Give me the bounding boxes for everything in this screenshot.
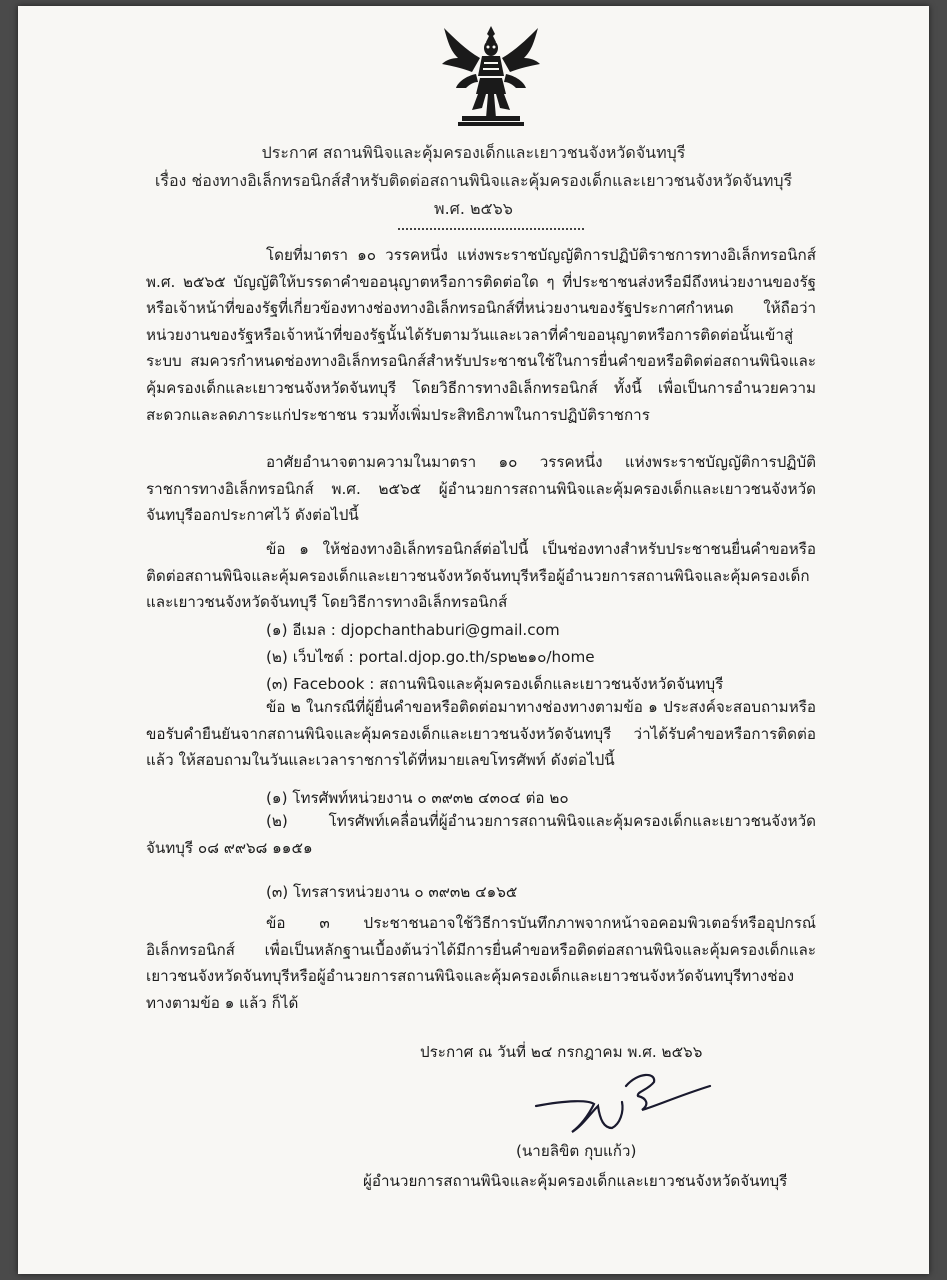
document-page [18,6,929,1274]
announcement-year: พ.ศ. ๒๕๖๖ [434,199,513,218]
announcement-date: ประกาศ ณ วันที่ ๒๔ กรกฎาคม พ.ศ. ๒๕๖๖ [420,1043,703,1061]
channel-email: (๑) อีเมล : djopchanthaburi@gmail.com [266,621,560,639]
signatory-position: ผู้อำนวยการสถานพินิจและคุ้มครองเด็กและเยาวชนจังหวัดจันทบุรี [363,1172,788,1190]
clause-1-paragraph: ข้อ ๑ ให้ช่องทางอิเล็กทรอนิกส์ต่อไปนี้ เป็นช่องทางสำหรับประชาชนยื่นคำขอหรือติดต่อสถานพินิจและคุ้มครองเด็กและเยาวชนจังหวัดจันทบุรีหรือผู้อำนวยการสถานพินิจและคุ้มครองเด็กและเยาวชนจังหวัดจันทบุรี โดยวิธีการทางอิเล็กทรอนิกส์ [146,540,816,612]
preamble-paragraph: โดยที่มาตรา ๑๐ วรรคหนึ่ง แห่งพระราชบัญญัติการปฏิบัติราชการทางอิเล็กทรอนิกส์ พ.ศ. ๒๕๖๕ บัญญัติให้บรรดาคำขออนุญาตหรือการติดต่อใด ๆ ที่ประชาชนส่งหรือมีถึงหน่วยงานของรัฐหรือเจ้าหน้าที่ของรัฐที่เกี่ยวข้องทางช่องทางอิเล็กทรอนิกส์ที่หน่วยงานของรัฐประกาศกำหนด ให้ถือว่าหน่วยงานของรัฐหรือเจ้าหน้าที่ของรัฐนั้นได้รับตามวันและเวลาที่คำขออนุญาตหรือการติดต่อนั้นเข้าสู่ระบบ สมควรกำหนดช่องทางอิเล็กทรอนิกส์สำหรับประชาชนใช้ในการยื่นคำขอหรือติดต่อสถานพินิจและคุ้มครองเด็กและเยาวชนจังหวัดจันทบุรี โดยวิธีการทางอิเล็กทรอนิกส์ ทั้งนี้ เพื่อเป็นการอำนวยความสะดวกและลดภาระแก่ประชาชน รวมทั้งเพิ่มประสิทธิภาพในการปฏิบัติราชการ [146,246,816,424]
dotted-separator [398,228,584,230]
authority-paragraph: อาศัยอำนาจตามความในมาตรา ๑๐ วรรคหนึ่ง แห่งพระราชบัญญัติการปฏิบัติราชการทางอิเล็กทรอนิกส์ พ.ศ. ๒๕๖๕ ผู้อำนวยการสถานพินิจและคุ้มครองเด็กและเยาวชนจังหวัดจันทบุรีออกประกาศไว้ ดังต่อไปนี้ [146,453,816,525]
phone-mobile: (๒) โทรศัพท์เคลื่อนที่ผู้อำนวยการสถานพินิจและคุ้มครองเด็กและเยาวชนจังหวัดจันทบุรี ๐๘ ๙๙๖๘ ๑๑๕๑ [146,812,816,857]
phone-office: (๑) โทรศัพท์หน่วยงาน ๐ ๓๙๓๒ ๔๓๐๔ ต่อ ๒๐ [266,789,569,807]
announcement-subject: เรื่อง ช่องทางอิเล็กทรอนิกส์สำหรับติดต่อสถานพินิจและคุ้มครองเด็กและเยาวชนจังหวัดจันทบุรี [154,171,793,190]
fax-office: (๓) โทรสารหน่วยงาน ๐ ๓๙๓๒ ๔๑๖๕ [266,883,518,901]
announcement-title: ประกาศ สถานพินิจและคุ้มครองเด็กและเยาวชนจังหวัดจันทบุรี [261,143,686,162]
channel-website: (๒) เว็บไซต์ : portal.djop.go.th/sp๒๒๑๐/home [266,648,595,666]
clause-3-paragraph: ข้อ ๓ ประชาชนอาจใช้วิธีการบันทึกภาพจากหน้าจอคอมพิวเตอร์หรืออุปกรณ์อิเล็กทรอนิกส์ เพื่อเป็นหลักฐานเบื้องต้นว่าได้มีการยื่นคำขอหรือติดต่อสถานพินิจและคุ้มครองเด็กและเยาวชนจังหวัดจันทบุรีหรือผู้อำนวยการสถานพินิจและคุ้มครองเด็กและเยาวชนจังหวัดจันทบุรีทางช่องทางตามข้อ ๑ แล้ว ก็ได้ [146,914,816,1012]
garuda-emblem-icon [436,24,546,130]
clause-2-paragraph: ข้อ ๒ ในกรณีที่ผู้ยื่นคำขอหรือติดต่อมาทางช่องทางตามข้อ ๑ ประสงค์จะสอบถามหรือขอรับคำยืนยันจากสถานพินิจและคุ้มครองเด็กและเยาวชนจังหวัดจันทบุรี ว่าได้รับคำขอหรือการติดต่อแล้ว ให้สอบถามในวันและเวลาราชการได้ที่หมายเลขโทรศัพท์ ดังต่อไปนี้ [146,698,816,770]
signature-image [528,1066,718,1138]
signatory-name: (นายลิขิต กุบแก้ว) [516,1142,637,1160]
channel-facebook: (๓) Facebook : สถานพินิจและคุ้มครองเด็กและเยาวชนจังหวัดจันทบุรี [266,675,724,693]
